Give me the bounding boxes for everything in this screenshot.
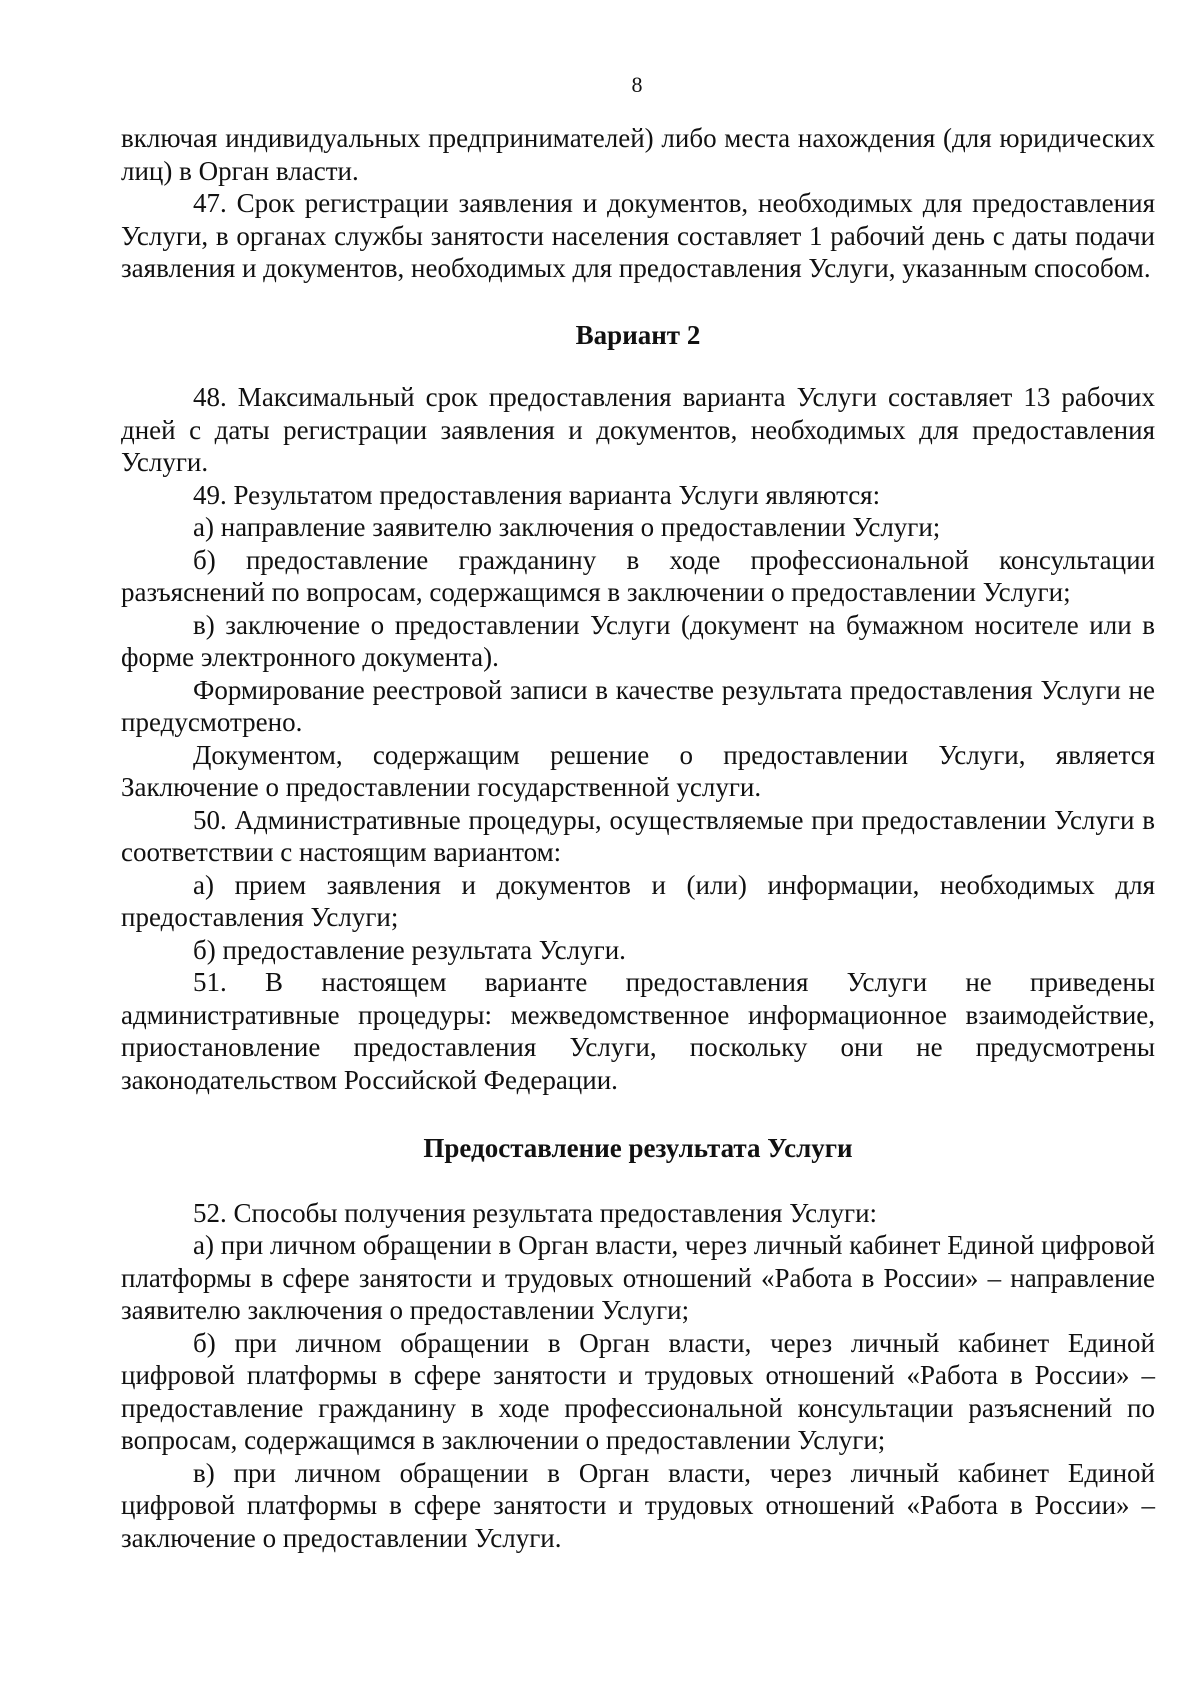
section-heading-variant-2: Вариант 2 [575,319,701,350]
paragraph-47: 47. Срок регистрации заявления и документов, необходимых для предоставления Услуги, в органах службы занятости населения составляет 1 рабочий день с даты подачи заявления и документов, необходимых для предоставления Услуги, указанным способом. [121,188,1155,283]
paragraph-continuation: включая индивидуальных предпринимателей) либо места нахождения (для юридических лиц) в Орган власти. [121,123,1155,186]
paragraph-51: 51. В настоящем варианте предоставления Услуги не приведены административные процедуры: межведомственное информационное взаимодействие, приостановление предоставления Услуги, поскольку они не предусмотрены законодательством Российской Федерации. [121,967,1155,1095]
paragraph-50: 50. Административные процедуры, осуществляемые при предоставлении Услуги в соответствии с настоящим вариантом: [121,804,1155,867]
paragraph-49-c: в) заключение о предоставлении Услуги (документ на бумажном носителе или в форме электронного документа). [121,609,1155,672]
paragraph-50-b: б) предоставление результата Услуги. [193,934,626,965]
paragraph-50-a: а) прием заявления и документов и (или) информации, необходимых для предоставления Услуги; [121,869,1155,932]
paragraph-52-c: в) при личном обращении в Орган власти, через личный кабинет Единой цифровой платформы в сфере занятости и трудовых отношений «Работа в России» – заключение о предоставлении Услуги. [121,1457,1155,1553]
page-number: 8 [631,72,643,97]
paragraph-49-b: б) предоставление гражданину в ходе профессиональной консультации разъяснений по вопросам, содержащимся в заключении о предоставлении Услуги; [121,544,1155,607]
paragraph-49-a: а) направление заявителю заключения о предоставлении Услуги; [193,512,941,542]
section-heading-result: Предоставление результата Услуги [423,1133,853,1163]
paragraph-48: 48. Максимальный срок предоставления варианта Услуги составляет 13 рабочих дней с даты регистрации заявления и документов, необходимых для предоставления Услуги. [121,382,1155,477]
paragraph-decision-document: Документом, содержащим решение о предоставлении Услуги, является Заключение о предоставлении государственной услуги. [121,739,1155,802]
paragraph-registry-record: Формирование реестровой записи в качестве результата предоставления Услуги не предусмотрено. [121,674,1155,737]
paragraph-49: 49. Результатом предоставления варианта Услуги являются: [193,479,881,510]
paragraph-52-b: б) при личном обращении в Орган власти, через личный кабинет Единой цифровой платформы в сфере занятости и трудовых отношений «Работа в России» – предоставление гражданину в ходе профессиональной консультации разъяснений по вопросам, содержащимся в заключении о предоставлении Услуги; [121,1327,1155,1455]
paragraph-52-a: а) при личном обращении в Орган власти, через личный кабинет Единой цифровой платформы в сфере занятости и трудовых отношений «Работа в России» – направление заявителю заключения о предоставлении Услуги; [121,1230,1155,1325]
document-body [121,122,1155,1554]
paragraph-52: 52. Способы получения результата предоставления Услуги: [193,1197,878,1228]
